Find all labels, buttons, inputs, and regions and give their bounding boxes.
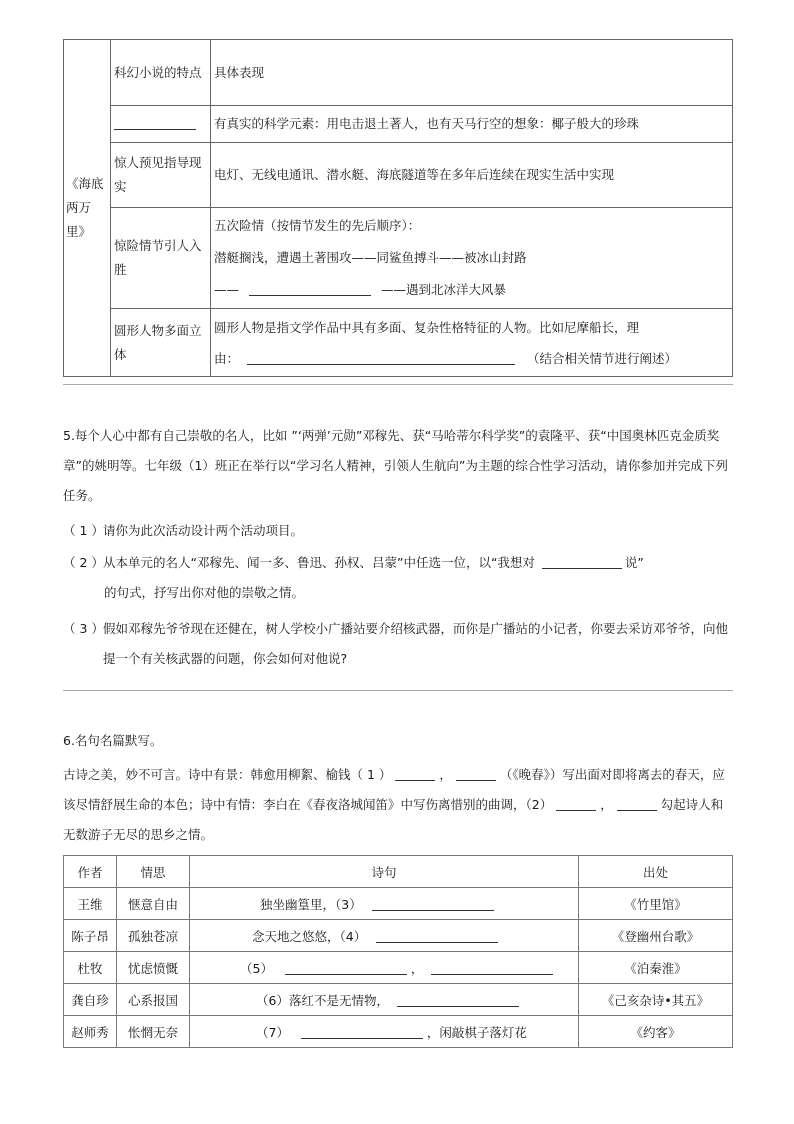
source-cell: 《泊秦淮》 bbox=[579, 952, 733, 984]
desc-line: 潜艇搁浅，遭遇土著围攻——同鲨鱼搏斗——被冰山封路 bbox=[214, 250, 527, 265]
header-author: 作者 bbox=[64, 856, 117, 888]
feature-cell: 圆形人物多面立体 bbox=[111, 309, 211, 377]
answer-blank-name[interactable] bbox=[542, 554, 622, 569]
item-text: 请你为此次活动设计两个活动项目。 bbox=[103, 523, 304, 538]
emotion-cell: 忧虑愤慨 bbox=[117, 952, 190, 984]
answer-blank-2a[interactable] bbox=[556, 796, 596, 811]
section-divider bbox=[63, 690, 733, 691]
answer-blank-6[interactable] bbox=[397, 992, 519, 1007]
author-cell: 杜牧 bbox=[64, 952, 117, 984]
header-source: 出处 bbox=[579, 856, 733, 888]
author-cell: 陈子昂 bbox=[64, 920, 117, 952]
poem-cell bbox=[190, 952, 579, 984]
table-row bbox=[64, 888, 733, 920]
source-cell: 《己亥杂诗•其五》 bbox=[579, 984, 733, 1016]
answer-blank-3[interactable] bbox=[372, 896, 494, 911]
item-text: 从本单元的名人“邓稼先、闻一多、鲁迅、孙权、吕蒙”中任选一位，以“我想对 bbox=[103, 555, 535, 570]
answer-blank-1b[interactable] bbox=[456, 766, 496, 781]
desc-header-cell: 具体表现 bbox=[211, 40, 733, 106]
q5-item-2 bbox=[63, 548, 735, 608]
table-row bbox=[64, 1016, 733, 1048]
poem-cell bbox=[190, 920, 579, 952]
item-number: （ 2 ） bbox=[63, 555, 104, 570]
emotion-cell: 惬意自由 bbox=[117, 888, 190, 920]
desc-cell: 电灯、无线电通讯、潜水艇、海底隧道等在多年后连续在现实生活中实现 bbox=[211, 143, 733, 208]
answer-blank-reason[interactable] bbox=[247, 350, 515, 365]
desc-line bbox=[214, 343, 729, 374]
author-cell: 王维 bbox=[64, 888, 117, 920]
desc-text: ——遇到北冰洋大风暴 bbox=[380, 282, 506, 297]
feature-header-cell: 科幻小说的特点 bbox=[111, 40, 211, 106]
poem-text: ， bbox=[410, 960, 424, 976]
item-text: 说” bbox=[624, 555, 644, 570]
para-text: 勾起诗人和无数游子无尽的思乡之情。 bbox=[63, 797, 724, 842]
emotion-cell: 怅惘无奈 bbox=[117, 1016, 190, 1048]
emotion-cell: 心系报国 bbox=[117, 984, 190, 1016]
desc-line: 圆形人物是指文学作品中具有多面、复杂性格特征的人物。比如尼摩船长，理 bbox=[214, 319, 640, 335]
q5-intro: 5.每个人心中都有自己崇敬的名人，比如 ”‘两弹’元勋”邓稼先、获“马哈蒂尔科学奖”的袁隆平、获“中国奥林匹克金质奖章”的姚明等。七年级（1）班正在举行以“学习名人精神，引领人生航向”为主题的综合性学习活动，请你参加并完成下列任务。 bbox=[63, 428, 728, 503]
answer-blank-2b[interactable] bbox=[617, 796, 657, 811]
para-text: 古诗之美，妙不可言。诗中有景：韩愈用柳絮、榆钱（ 1 ） bbox=[63, 767, 392, 782]
feature-cell: 惊险情节引人入胜 bbox=[111, 208, 211, 309]
poem-cell bbox=[190, 888, 579, 920]
q6-paragraph bbox=[63, 760, 735, 850]
poem-text: ，闲敲棋子落灯花 bbox=[426, 1024, 527, 1040]
header-poem: 诗句 bbox=[190, 856, 579, 888]
poem-table bbox=[63, 855, 733, 1048]
para-text: ， bbox=[600, 797, 613, 812]
table-row bbox=[64, 984, 733, 1016]
desc-cell bbox=[211, 208, 733, 309]
item-number: （ 3 ） bbox=[63, 621, 104, 636]
answer-blank-danger[interactable] bbox=[249, 281, 371, 296]
sci-fi-feature-table bbox=[63, 39, 733, 377]
poem-text: （6）落红不是无情物， bbox=[256, 992, 389, 1008]
emotion-cell: 孤独苍凉 bbox=[117, 920, 190, 952]
desc-line bbox=[214, 274, 729, 306]
item-text: 假如邓稼先爷爷现在还健在，树人学校小广播站要介绍核武器，而你是广播站的小记者，你要去采访邓爷爷，向他提一个有关核武器的问题，你会如何对他说? bbox=[103, 621, 729, 666]
section-divider bbox=[63, 384, 733, 385]
source-cell: 《登幽州台歌》 bbox=[579, 920, 733, 952]
table-row bbox=[64, 920, 733, 952]
feature-cell: 惊人预见指导现实 bbox=[111, 143, 211, 208]
source-cell: 《约客》 bbox=[579, 1016, 733, 1048]
book-title-cell: 《海底两万里》 bbox=[64, 40, 111, 377]
feature-blank-cell bbox=[111, 106, 211, 143]
poem-text: 念天地之悠悠，（4） bbox=[252, 928, 367, 944]
answer-blank-5b[interactable] bbox=[431, 960, 553, 975]
para-text: （《晚春》）写出面对即将离去的春天，应该尽情舒展生命的本色；诗中有情：李白在《春夜洛城闻笛》中写伤离惜别的曲调，（2） bbox=[63, 767, 725, 812]
source-cell: 《竹里馆》 bbox=[579, 888, 733, 920]
desc-line: 五次险情（按情节发生的先后顺序）： bbox=[214, 218, 421, 233]
q5-item-3 bbox=[63, 614, 735, 674]
desc-cell bbox=[211, 309, 733, 377]
desc-text: —— bbox=[214, 282, 239, 297]
desc-cell: 有真实的科学元素：用电击退土著人，也有天马行空的想象：椰子般大的珍珠 bbox=[211, 106, 733, 143]
answer-blank-4[interactable] bbox=[376, 928, 498, 943]
q5-item-1 bbox=[63, 516, 735, 546]
answer-blank-7[interactable] bbox=[301, 1024, 423, 1039]
desc-text: 由： bbox=[214, 350, 240, 366]
q6-title: 6.名句名篇默写。 bbox=[63, 733, 163, 748]
desc-text: （结合相关情节进行阐述） bbox=[526, 350, 677, 366]
poem-cell bbox=[190, 984, 579, 1016]
para-text: ， bbox=[439, 767, 452, 782]
answer-blank-feature[interactable] bbox=[114, 115, 196, 130]
item-text: 的句式，抒写出你对他的崇敬之情。 bbox=[104, 585, 305, 600]
author-cell: 龚自珍 bbox=[64, 984, 117, 1016]
header-emotion: 情思 bbox=[117, 856, 190, 888]
table-row bbox=[64, 952, 733, 984]
answer-blank-5a[interactable] bbox=[285, 960, 407, 975]
poem-text: （5） bbox=[240, 960, 273, 976]
poem-text: 独坐幽篁里，（3） bbox=[260, 896, 362, 912]
answer-blank-1a[interactable] bbox=[395, 766, 435, 781]
author-cell: 赵师秀 bbox=[64, 1016, 117, 1048]
poem-cell bbox=[190, 1016, 579, 1048]
item-number: （ 1 ） bbox=[63, 523, 104, 538]
poem-text: （7） bbox=[256, 1024, 289, 1040]
